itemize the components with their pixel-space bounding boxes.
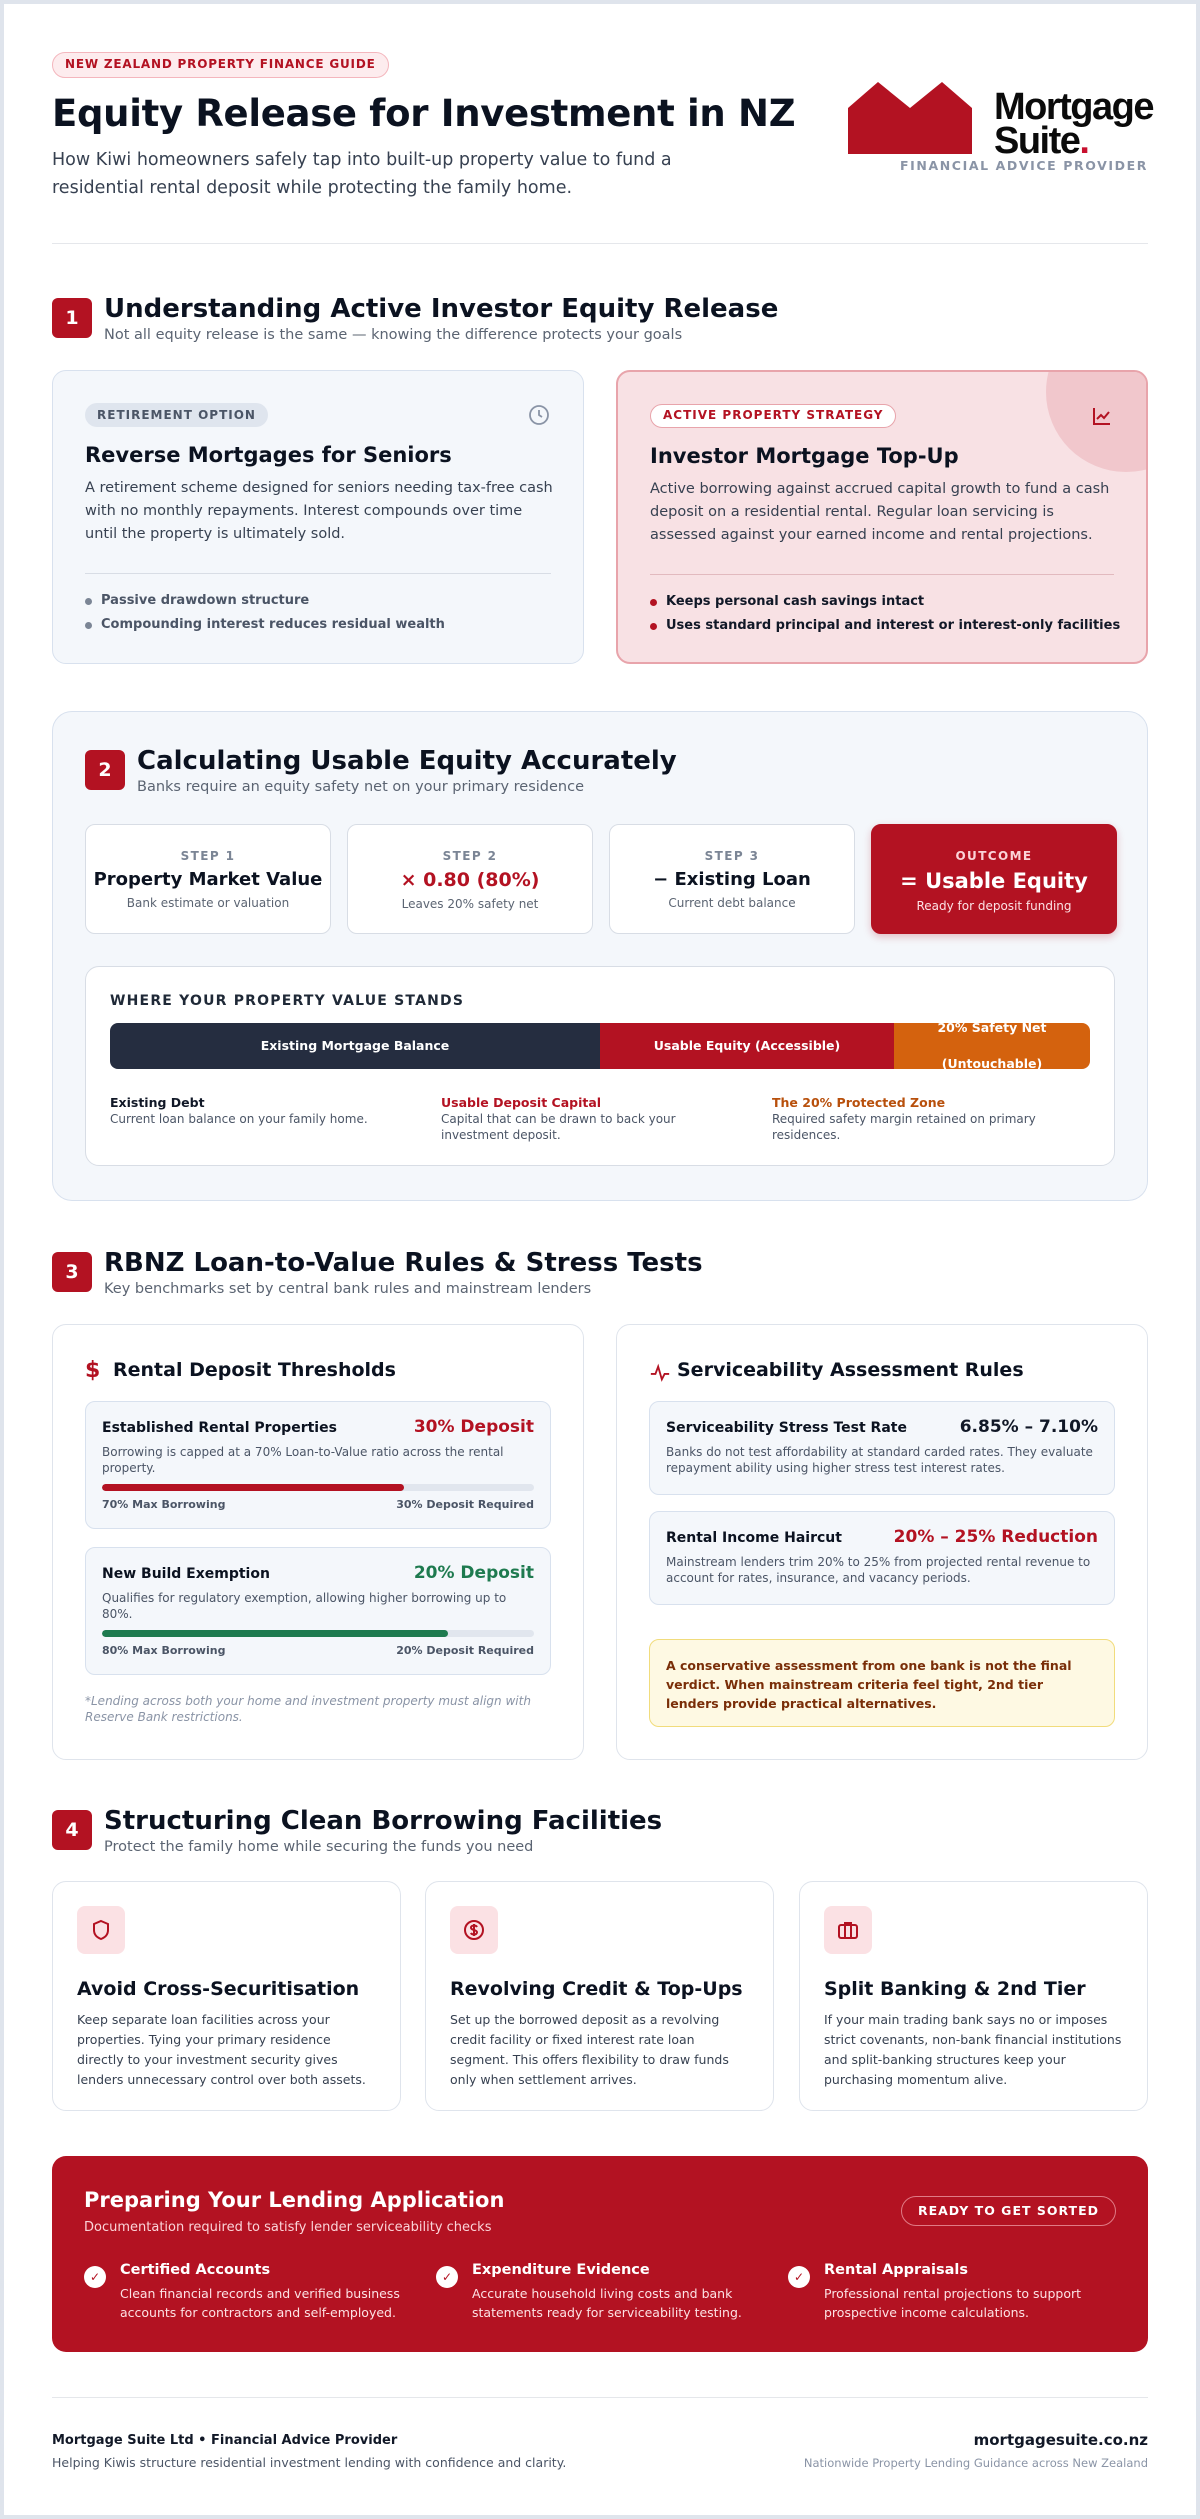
bullet-text: Uses standard principal and interest or interest-only facilities xyxy=(666,618,1121,633)
card-title: Investor Mortgage Top-Up xyxy=(650,444,959,468)
safety-net-segment xyxy=(894,1023,1090,1069)
checklist-title: Rental Appraisals xyxy=(824,2262,968,2278)
card-title: Rental Deposit Thresholds xyxy=(113,1359,396,1381)
card-description: Keep separate loan facilities across your properties. Tying your primary residence directly to your investment security gives lenders unnecessary control over both assets. xyxy=(77,2012,366,2087)
borrowing-progress-bar xyxy=(102,1484,534,1491)
threshold-description: Qualifies for regulatory exemption, allowing higher borrowing up to 80%. xyxy=(102,1591,507,1621)
existing-mortgage-segment: Existing Mortgage Balance xyxy=(110,1023,600,1069)
logo-line-2: Suite xyxy=(994,120,1080,162)
investor-top-up-card xyxy=(616,370,1148,664)
header-divider xyxy=(52,243,1148,244)
logo-wordmark xyxy=(994,86,1153,162)
safety-net-sublabel: (Untouchable) xyxy=(941,1056,1043,1069)
card-title: Reverse Mortgages for Seniors xyxy=(85,443,452,467)
card-divider xyxy=(650,574,1114,575)
threshold-title: New Build Exemption xyxy=(102,1566,270,1582)
threshold-established-rental xyxy=(85,1401,551,1529)
card-divider xyxy=(85,573,551,574)
banner-subtitle: Documentation required to satisfy lender serviceability checks xyxy=(84,2220,492,2235)
footer-coverage: Nationwide Property Lending Guidance across New Zealand xyxy=(803,2456,1148,2470)
threshold-value: 30% Deposit xyxy=(413,1417,534,1437)
bullet-text: Passive drawdown structure xyxy=(101,593,310,608)
dollar-icon: $ xyxy=(85,1358,101,1383)
step-value: Property Market Value xyxy=(93,869,323,890)
rule-description: Mainstream lenders trim 20% to 25% from projected rental revenue to account for rates, insurance, and vacancy periods. xyxy=(666,1555,1091,1585)
icon-tile xyxy=(77,1906,125,1954)
legend-title: Usable Deposit Capital xyxy=(441,1095,602,1110)
card-title: Avoid Cross-Securitisation xyxy=(77,1978,360,2000)
progress-fill xyxy=(102,1630,448,1637)
section-subtitle: Key benchmarks set by central bank rules and mainstream lenders xyxy=(104,1281,592,1297)
section-subtitle: Not all equity release is the same — knowing the difference protects your goals xyxy=(104,327,683,343)
page-title: Equity Release for Investment in NZ xyxy=(52,92,796,135)
dollar-circle-icon xyxy=(462,1918,486,1942)
revolving-credit-card xyxy=(425,1881,774,2111)
pulse-icon xyxy=(649,1362,671,1384)
footer-website-link[interactable]: mortgagesuite.co.nz xyxy=(973,2431,1148,2449)
logo-caption: FINANCIAL ADVICE PROVIDER xyxy=(900,158,1148,173)
card-category-pill: ACTIVE PROPERTY STRATEGY xyxy=(650,404,896,428)
step-value: × 0.80 (80%) xyxy=(400,869,540,891)
page xyxy=(4,4,1196,2515)
list-item xyxy=(650,590,1120,614)
card-description: Active borrowing against accrued capital growth to fund a cash deposit on a residential rental. Regular loan servicing is assessed against your earned income and rental projections. xyxy=(650,481,1110,543)
step-value: − Existing Loan xyxy=(653,869,811,890)
threshold-value: 20% Deposit xyxy=(413,1563,534,1583)
serviceability-rules-card xyxy=(616,1324,1148,1760)
max-borrowing-label: 80% Max Borrowing xyxy=(102,1644,226,1657)
bullet-dot xyxy=(85,598,92,605)
get-sorted-button[interactable]: READY TO GET SORTED xyxy=(901,2196,1116,2226)
threshold-new-build xyxy=(85,1547,551,1675)
list-item xyxy=(650,614,1120,638)
rule-stress-test-rate xyxy=(649,1401,1115,1495)
legend-description: Required safety margin retained on primary residences. xyxy=(772,1112,1036,1142)
checklist-description: Clean financial records and verified business accounts for contractors and self-employed. xyxy=(120,2286,400,2320)
list-item xyxy=(85,589,445,613)
footer-company: Mortgage Suite Ltd • Financial Advice Provider xyxy=(52,2433,398,2448)
rule-description: Banks do not test affordability at standard carded rates. They evaluate repayment ability using higher stress test interest rates. xyxy=(666,1445,1093,1475)
section-title: RBNZ Loan-to-Value Rules & Stress Tests xyxy=(104,1248,703,1278)
section-number-badge: 2 xyxy=(85,750,125,790)
legend-title: The 20% Protected Zone xyxy=(772,1095,946,1110)
footnote: *Lending across both your home and investment property must align with Reserve Bank restrictions. xyxy=(85,1694,531,1724)
section-number-badge: 3 xyxy=(52,1252,92,1292)
legend-protected-zone xyxy=(772,1095,1072,1143)
legend-usable-capital xyxy=(441,1095,741,1143)
usable-equity-segment: Usable Equity (Accessible) xyxy=(600,1023,894,1069)
checklist-description: Professional rental projections to support prospective income calculations. xyxy=(824,2286,1082,2320)
step-note: Ready for deposit funding xyxy=(916,899,1072,913)
step-multiplier xyxy=(347,824,593,934)
property-value-breakdown xyxy=(85,966,1115,1166)
breakdown-title: WHERE YOUR PROPERTY VALUE STANDS xyxy=(110,993,465,1009)
section-title: Structuring Clean Borrowing Facilities xyxy=(104,1806,663,1836)
bullet-dot xyxy=(85,622,92,629)
avoid-cross-securitisation-card xyxy=(52,1881,401,2111)
guide-tag: NEW ZEALAND PROPERTY FINANCE GUIDE xyxy=(52,52,389,78)
section-title: Understanding Active Investor Equity Release xyxy=(104,294,779,324)
equity-stacked-bar xyxy=(110,1023,1090,1069)
section-number-badge: 4 xyxy=(52,1810,92,1850)
usable-equity-section xyxy=(52,711,1148,1201)
card-description: If your main trading bank says no or imposes strict covenants, non-bank financial institutions and split-banking structures keep your purchasing momentum alive. xyxy=(824,2012,1122,2087)
legend-description: Capital that can be drawn to back your investment deposit. xyxy=(441,1112,676,1142)
step-label: STEP 1 xyxy=(180,849,236,863)
deposit-required-label: 30% Deposit Required xyxy=(396,1498,534,1511)
step-label: OUTCOME xyxy=(955,849,1033,863)
safety-net-label: 20% Safety Net xyxy=(937,1023,1047,1035)
chart-line-icon xyxy=(1090,404,1114,428)
section-subtitle: Banks require an equity safety net on your primary residence xyxy=(137,779,584,795)
card-description: A retirement scheme designed for seniors needing tax-free cash with no monthly repayments. Interest compounds over time until the property is ultimately sold. xyxy=(85,480,553,542)
clock-icon xyxy=(527,403,551,427)
logo-dot: . xyxy=(1079,120,1089,162)
legend-description: Current loan balance on your family home. xyxy=(110,1112,368,1126)
section-number-badge: 1 xyxy=(52,298,92,338)
bullet-text: Keeps personal cash savings intact xyxy=(666,594,925,609)
step-outcome xyxy=(871,824,1117,934)
step-note: Leaves 20% safety net xyxy=(401,897,539,911)
card-bullet-list xyxy=(85,589,445,637)
step-label: STEP 2 xyxy=(442,849,498,863)
step-existing-loan xyxy=(609,824,855,934)
checklist-title: Expenditure Evidence xyxy=(472,2262,650,2278)
rule-value: 20% – 25% Reduction xyxy=(893,1527,1098,1547)
bullet-text: Compounding interest reduces residual wealth xyxy=(101,617,445,632)
split-banking-card xyxy=(799,1881,1148,2111)
second-tier-lender-callout: A conservative assessment from one bank is not the final verdict. When mainstream criteria feel tight, 2nd tier lenders provide practical alternatives. xyxy=(649,1639,1115,1727)
checklist-description: Accurate household living costs and bank statements ready for serviceability testing. xyxy=(472,2286,742,2320)
section-subtitle: Protect the family home while securing the funds you need xyxy=(104,1839,534,1855)
threshold-title: Established Rental Properties xyxy=(102,1420,337,1436)
icon-tile xyxy=(824,1906,872,1954)
bullet-dot xyxy=(650,623,657,630)
rule-title: Serviceability Stress Test Rate xyxy=(666,1420,907,1436)
briefcase-icon xyxy=(836,1918,860,1942)
logo-line-1: Mortgage xyxy=(994,86,1153,128)
card-title: Split Banking & 2nd Tier xyxy=(824,1978,1086,2000)
page-subtitle: How Kiwi homeowners safely tap into built-up property value to fund a residential rental deposit while protecting the family home. xyxy=(52,150,672,198)
check-icon: ✓ xyxy=(84,2266,106,2288)
check-icon: ✓ xyxy=(788,2266,810,2288)
rental-deposit-thresholds-card xyxy=(52,1324,584,1760)
house-roof-logo-mark-icon xyxy=(848,82,972,154)
step-label: STEP 3 xyxy=(704,849,760,863)
max-borrowing-label: 70% Max Borrowing xyxy=(102,1498,226,1511)
card-description: Set up the borrowed deposit as a revolving credit facility or fixed interest rate loan segment. This offers flexibility to draw funds only when settlement arrives. xyxy=(450,2012,729,2087)
threshold-description: Borrowing is capped at a 70% Loan-to-Value ratio across the rental property. xyxy=(102,1445,504,1475)
progress-fill xyxy=(102,1484,404,1491)
footer-divider xyxy=(52,2397,1148,2398)
borrowing-progress-bar xyxy=(102,1630,534,1637)
check-icon: ✓ xyxy=(436,2266,458,2288)
banner-title: Preparing Your Lending Application xyxy=(84,2188,505,2212)
equity-formula-steps xyxy=(85,824,1115,934)
bullet-dot xyxy=(650,599,657,606)
step-note: Current debt balance xyxy=(668,896,796,910)
rule-rental-income-haircut xyxy=(649,1511,1115,1605)
card-title: Serviceability Assessment Rules xyxy=(677,1359,1024,1381)
deposit-required-label: 20% Deposit Required xyxy=(396,1644,534,1657)
legend-existing-debt xyxy=(110,1095,410,1127)
rule-title: Rental Income Haircut xyxy=(666,1530,842,1546)
checklist-title: Certified Accounts xyxy=(120,2262,271,2278)
footer-tagline: Helping Kiwis structure residential investment lending with confidence and clarity. xyxy=(52,2455,567,2470)
legend-title: Existing Debt xyxy=(110,1095,205,1110)
icon-tile xyxy=(450,1906,498,1954)
section-title: Calculating Usable Equity Accurately xyxy=(137,746,677,776)
shield-icon xyxy=(89,1918,113,1942)
step-note: Bank estimate or valuation xyxy=(126,896,290,910)
card-category-pill: RETIREMENT OPTION xyxy=(85,403,268,427)
list-item xyxy=(85,613,445,637)
step-property-value xyxy=(85,824,331,934)
card-title: Revolving Credit & Top-Ups xyxy=(450,1978,743,2000)
lending-application-banner xyxy=(52,2156,1148,2352)
reverse-mortgage-card xyxy=(52,370,584,664)
rule-value: 6.85% – 7.10% xyxy=(959,1417,1098,1437)
card-bullet-list xyxy=(650,590,1120,638)
content-wrap xyxy=(52,4,1153,2515)
step-value: = Usable Equity xyxy=(900,869,1088,893)
mortgage-suite-logo[interactable] xyxy=(848,82,1153,178)
